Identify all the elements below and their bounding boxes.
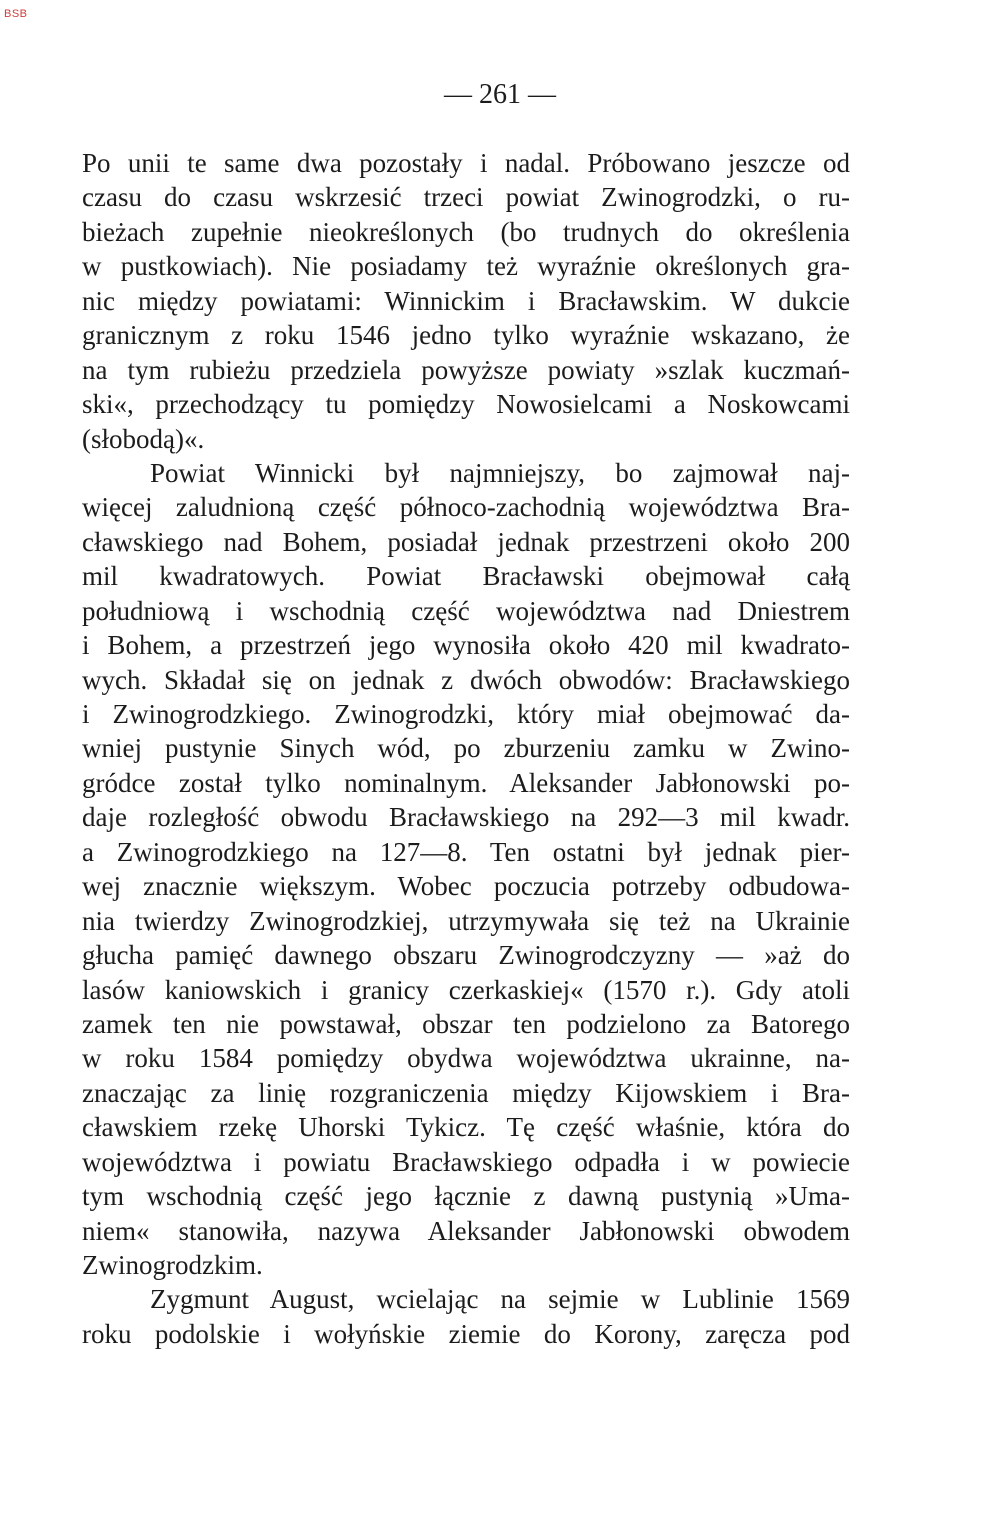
text-line: na tym rubieżu przedziela powyższe powiaty »szlak kuczmań- xyxy=(82,354,850,385)
text-line: Zygmunt August, wcielając na sejmie w Lublinie 1569 xyxy=(150,1284,850,1315)
text-line: tym wschodnią część jego łącznie z dawną pustynią »Uma- xyxy=(82,1181,850,1212)
text-line: Po unii te same dwa pozostały i nadal. Próbowano jeszcze od xyxy=(82,148,850,178)
text-line: znaczając za linię rozgraniczenia między Kijowskiem i Bra- xyxy=(82,1077,850,1108)
text-line: w roku 1584 pomiędzy obydwa województwa ukrainne, na- xyxy=(82,1043,850,1074)
text-line: zamek ten nie powstawał, obszar ten podzielono za Batorego xyxy=(82,1008,850,1039)
library-stamp: BSB xyxy=(4,8,28,20)
page-number: — 261 — xyxy=(444,79,556,110)
text-line: południową i wschodnią część województwa nad Dniestrem xyxy=(82,595,850,626)
text-line: Powiat Winnicki był najmniejszy, bo zajmował naj- xyxy=(150,457,850,488)
text-line: daje rozległość obwodu Bracławskiego na 292—3 mil kwadr. xyxy=(82,802,850,833)
text-line: nic między powiatami: Winnickim i Bracławskim. W dukcie xyxy=(82,285,850,316)
text-line: i Zwinogrodzkiego. Zwinogrodzki, który miał obejmować da- xyxy=(82,699,850,729)
text-line: (słobodą)«. xyxy=(82,423,205,454)
text-line: województwa i powiatu Bracławskiego odpadła i w powiecie xyxy=(82,1146,850,1177)
text-line: czasu do czasu wskrzesić trzeci powiat Zwinogrodzki, o ru- xyxy=(82,182,850,213)
text-line: więcej zaludnioną część północo-zachodnią województwa Bra- xyxy=(82,492,850,523)
text-line: gródce został tylko nominalnym. Aleksander Jabłonowski po- xyxy=(82,767,850,798)
text-line: roku podolskie i wołyńskie ziemie do Korony, zaręcza pod xyxy=(82,1318,850,1349)
text-line: nia twierdzy Zwinogrodzkiej, utrzymywała się też na Ukrainie xyxy=(82,905,850,936)
text-line: Zwinogrodzkim. xyxy=(82,1250,263,1280)
text-line: w pustkowiach). Nie posiadamy też wyraźnie określonych gra- xyxy=(82,251,850,282)
text-line: mil kwadratowych. Powiat Bracławski obejmował całą xyxy=(82,561,850,592)
text-line: głucha pamięć dawnego obszaru Zwinogrodczyzny — »aż do xyxy=(82,940,850,971)
page-body xyxy=(82,146,850,1351)
text-line: a Zwinogrodzkiego na 127—8. Ten ostatni był jednak pier- xyxy=(82,836,850,867)
text-line: i Bohem, a przestrzeń jego wynosiła około 420 mil kwadrato- xyxy=(82,630,850,661)
text-line: bieżach zupełnie nieokreślonych (bo trudnych do określenia xyxy=(82,216,850,247)
text-line: niem« stanowiła, nazywa Aleksander Jabłonowski obwodem xyxy=(82,1215,850,1246)
text-line: wniej pustynie Sinych wód, po zburzeniu zamku w Zwino- xyxy=(82,733,850,764)
text-line: cławskiem rzekę Uhorski Tykicz. Tę część właśnie, która do xyxy=(82,1112,850,1143)
text-line: cławskiego nad Bohem, posiadał jednak przestrzeni około 200 xyxy=(82,526,850,557)
text-line: wych. Składał się on jednak z dwóch obwodów: Bracławskiego xyxy=(82,664,850,695)
text-line: ski«, przechodzący tu pomiędzy Nowosielcami a Noskowcami xyxy=(82,389,850,420)
text-line: granicznym z roku 1546 jedno tylko wyraźnie wskazano, że xyxy=(82,320,850,351)
text-line: lasów kaniowskich i granicy czerkaskiej« (1570 r.). Gdy atoli xyxy=(82,974,850,1005)
text-line: wej znacznie większym. Wobec poczucia potrzeby odbudowa- xyxy=(82,871,850,902)
